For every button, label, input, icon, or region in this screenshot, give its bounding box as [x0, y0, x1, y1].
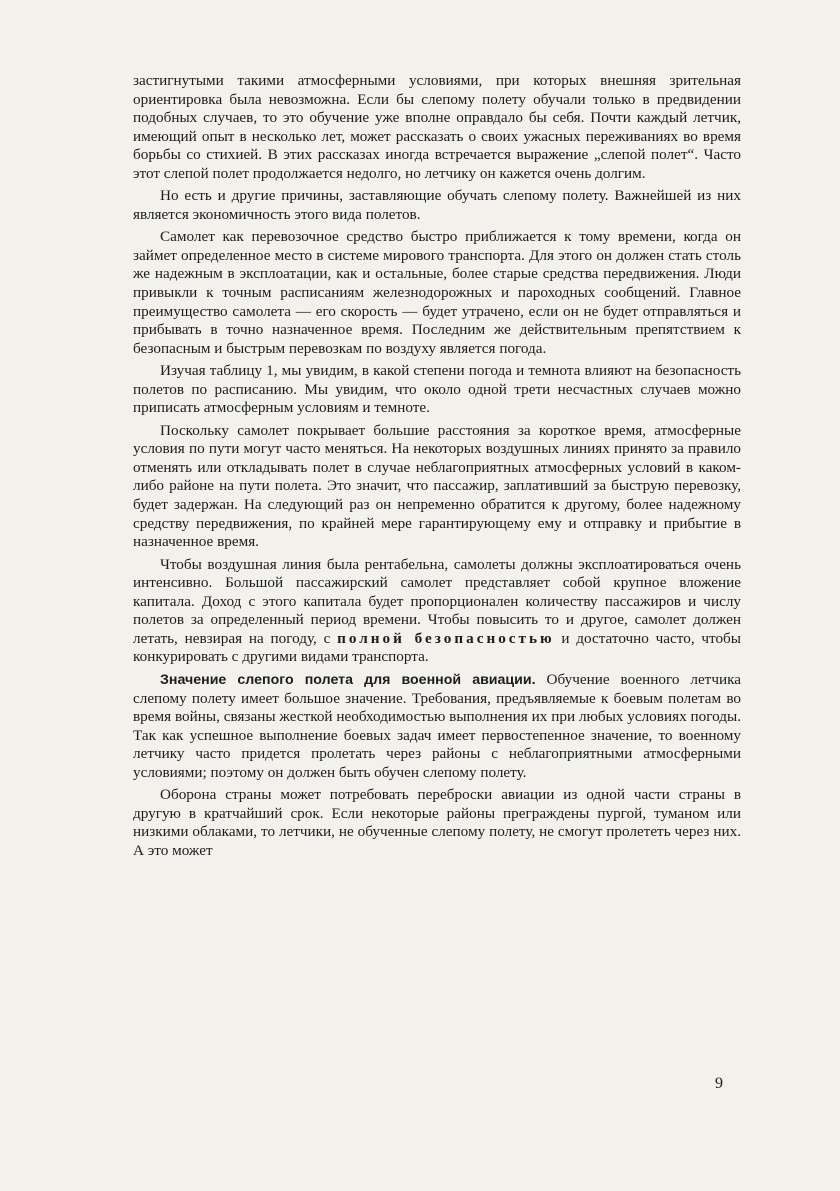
paragraph-3: Самолет как перевозочное средство быстро приближается к тому времени, когда он займет определенное место в системе мирового транспорта. Для этого он должен стать столь же надежным в эксплоатации, как и остальные, более старые средства передвижения. Люди привыкли к точным расписаниям железнодорожных и пароходных сообщений. Главное преимущество самолета — его скорость — будет утрачено, если он не будет отправляться и прибывать в точно назначенное время. Последним же действительным препятствием к безопасным и быстрым перевозкам по воздуху является погода.	[133, 228, 741, 357]
spaced-emphasis: полной безопасностью	[337, 629, 555, 647]
paragraph-7	[133, 671, 741, 782]
paragraph-6	[133, 556, 741, 667]
paragraph-5: Поскольку самолет покрывает большие расстояния за короткое время, атмосферные условия по пути могут часто меняться. На некоторых воздушных линиях принято за правило отменять или откладывать полет в случае неблагоприятных атмосферных условий в каком-либо районе на пути полета. Это значит, что пассажир, заплативший за быструю перевозку, будет задержан. На следующий раз он непременно обратится к другому, более надежному средству передвижения, по крайней мере гарантирующему ему и отправку и прибытие в назначенное время.	[133, 421, 741, 551]
paragraph-7-text: Обучение военного летчика слепому полету имеет большое значение. Требования, предъявляемые к боевым полетам во время войны, связаны жесткой необходимостью выполнения их при любых условиях погоды. Так как успешное выполнение боевых задач имеет первостепенное значение, то военному летчику часто придется пролетать через районы с неблагоприятными атмосферными условиями; поэтому он должен быть обучен слепому полету.	[133, 670, 741, 781]
paragraph-2: Но есть и другие причины, заставляющие обучать слепому полету. Важнейшей из них является экономичность этого вида полетов.	[133, 187, 741, 223]
page-number: 9	[715, 1075, 723, 1092]
section-heading: Значение слепого полета для военной авиации.	[160, 671, 536, 688]
paragraph-6-tail: и достаточно часто, чтобы конкурировать с другими видами транспорта.	[133, 629, 741, 666]
body-text	[133, 72, 741, 864]
paragraph-1: застигнутыми такими атмосферными условиями, при которых внешняя зрительная ориентировка была невозможна. Если бы слепому полету обучали только в предвидении подобных случаев, то это обучение уже вполне оправдало бы себя. Почти каждый летчик, имеющий опыт в несколько лет, может рассказать о своих ужасных переживаниях во время борьбы со стихией. В этих рассказах иногда встречается выражение „слепой полет“. Часто этот слепой полет продолжается недолго, но летчику он кажется очень долгим.	[133, 72, 741, 182]
paragraph-4: Изучая таблицу 1, мы увидим, в какой степени погода и темнота влияют на безопасность полетов по расписанию. Мы увидим, что около одной трети несчастных случаев можно приписать атмосферным условиям и темноте.	[133, 362, 741, 417]
paragraph-6-text: Чтобы воздушная линия была рентабельна, самолеты должны эксплоатироваться очень интенсивно. Большой пассажирский самолет представляет собой крупное вложение капитала. Доход с этого капитала будет пропорционален количеству пассажиров и числу полетов за определенный период времени. Чтобы повысить то и другое, самолет должен летать, невзирая на погоду, с	[133, 555, 741, 647]
paragraph-8: Оборона страны может потребовать переброски авиации из одной части страны в другую в кратчайший срок. Если некоторые районы преграждены пургой, туманом или низкими облаками, то летчики, не обученные слепому полету, не смогут пролететь через них. А это может	[133, 786, 741, 859]
